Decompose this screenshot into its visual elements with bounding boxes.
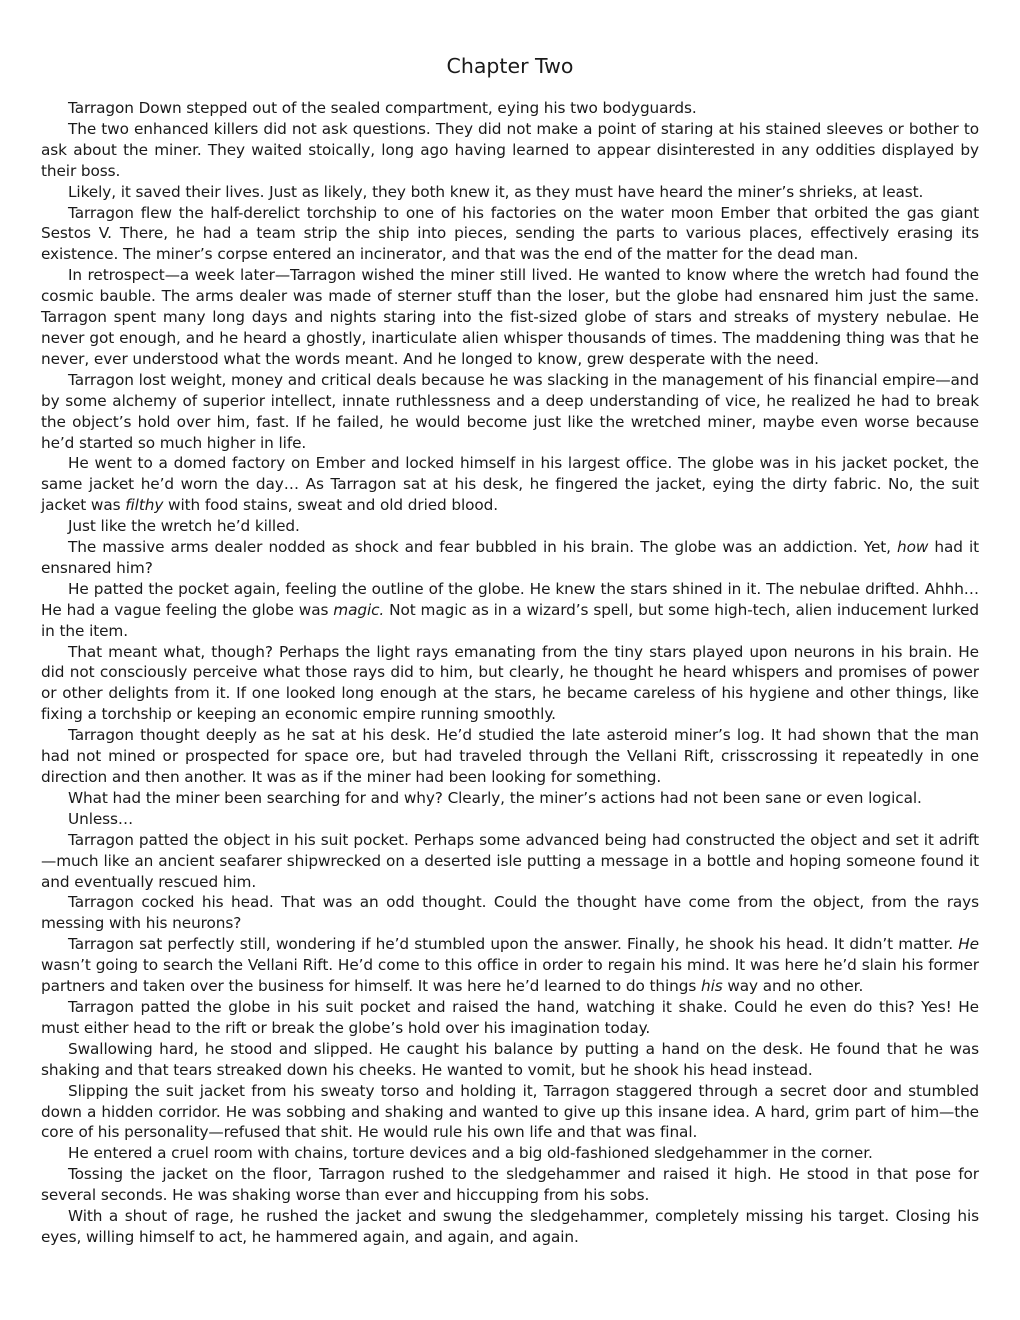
paragraph: [41, 1143, 979, 1164]
text-run: Tarragon flew the half-derelict torchship to one of his factories on the water moon Ember that orbited the gas giant Sestos V. There, he had a team strip the ship into pieces, sending the parts to various places, effectively erasing its existence. The miner’s corpse entered an incinerator, and that was the end of the matter for the dead man.: [41, 203, 979, 264]
paragraph: [41, 1164, 979, 1206]
paragraph: [41, 119, 979, 182]
text-run: Tarragon lost weight, money and critical deals because he was slacking in the management of his financial empire—and by some alchemy of superior intellect, innate ruthlessness and a deep understanding of vice, he realized he had to break the object’s hold over him, fast. If he failed, he would become just like the wretched miner, maybe even worse because he’d started so much higher in life.: [41, 370, 979, 452]
italic-text: He: [958, 935, 979, 954]
paragraph: [41, 98, 979, 119]
paragraph: [41, 892, 979, 934]
text-run: Slipping the suit jacket from his sweaty torso and holding it, Tarragon staggered through a secret door and stumbled down a hidden corridor. He was sobbing and shaking and wanted to give up this insane idea. A hard, grim part of him—the core of his personality—refused that shit. He would rule his own life and that was final.: [41, 1081, 979, 1142]
paragraph: [41, 182, 979, 203]
text-run: Unless…: [68, 809, 134, 828]
paragraph: [41, 453, 979, 516]
paragraph: [41, 265, 979, 370]
text-run: In retrospect—a week later—Tarragon wished the miner still lived. He wanted to know where the wretch had found the cosmic bauble. The arms dealer was made of sterner stuff than the loser, but the globe had ensnared him just the same. Tarragon spent many long days and nights staring into the fist-sized globe of stars and streaks of mystery nebulae. He never got enough, and he heard a ghostly, inarticulate alien whisper thousands of times. The maddening thing was that he never, ever understood what the words meant. And he longed to know, grew desperate with the need.: [41, 266, 979, 368]
paragraph: [41, 1081, 979, 1144]
paragraph: [41, 788, 979, 809]
text-run: wasn’t going to search the Vellani Rift. He’d come to this office in order to regain his mind. It was here he’d slain his former partners and taken over the business for himself. It was here he’d learned to do things: [41, 956, 979, 996]
text-run: He patted the pocket again, feeling the outline of the globe. He knew the stars shined in it. The nebulae drifted. Ahhh… He had a vague feeling the globe was: [41, 579, 979, 619]
text-run: Tossing the jacket on the floor, Tarragon rushed to the sledgehammer and raised it high. He stood in that pose for several seconds. He was shaking worse than ever and hiccupping from his sobs.: [41, 1165, 979, 1205]
paragraph: [41, 642, 979, 726]
paragraph: [41, 579, 979, 642]
text-run: He entered a cruel room with chains, torture devices and a big old-fashioned sledgehammer in the corner.: [68, 1144, 873, 1163]
text-run: What had the miner been searching for and why? Clearly, the miner’s actions had not been sane or even logical.: [68, 788, 922, 807]
paragraph: [41, 203, 979, 266]
paragraph: [41, 809, 979, 830]
text-run: Tarragon cocked his head. That was an odd thought. Could the thought have come from the object, from the rays messing with his neurons?: [41, 893, 979, 933]
paragraph: [41, 516, 979, 537]
paragraph: [41, 830, 979, 893]
text-run: The two enhanced killers did not ask questions. They did not make a point of staring at his stained sleeves or bother to ask about the miner. They waited stoically, long ago having learned to appear disinterested in any oddities displayed by their boss.: [41, 119, 979, 180]
text-run: with food stains, sweat and old dried blood.: [163, 496, 499, 515]
italic-text: magic.: [333, 600, 385, 619]
italic-text: how: [897, 538, 929, 557]
text-run: had it ensnared him?: [41, 538, 979, 577]
italic-text: his: [700, 977, 723, 996]
italic-text: filthy: [125, 496, 164, 515]
text-run: Swallowing hard, he stood and slipped. He caught his balance by putting a hand on the desk. He found that he was shaking and that tears streaked down his cheeks. He wanted to vomit, but he shook his head instead.: [41, 1039, 979, 1079]
chapter-body: [41, 98, 979, 1248]
text-run: The massive arms dealer nodded as shock and fear bubbled in his brain. The globe was an addiction. Yet,: [68, 538, 898, 557]
text-run: Tarragon thought deeply as he sat at his desk. He’d studied the late asteroid miner’s log. It had shown that the man had not mined or prospected for space ore, but had traveled through the Vellani Rift, crisscrossing it repeatedly in one direction and then another. It was as if the miner had been looking for something.: [41, 726, 979, 786]
text-run: That meant what, though? Perhaps the light rays emanating from the tiny stars played upon neurons in his brain. He did not consciously perceive what those rays did to him, but clearly, he thought he heard whispers and promises of power or other delights from it. If one looked long enough at the stars, he became careless of his hygiene and other things, like fixing a torchship or keeping an economic empire running smoothly.: [41, 642, 979, 724]
book-page: [41, 52, 979, 1248]
text-run: He went to a domed factory on Ember and locked himself in his largest office. The globe was in his jacket pocket, the same jacket he’d worn the day… As Tarragon sat at his desk, he fingered the jacket, eying the dirty fabric. No, the suit jacket was: [41, 454, 979, 515]
paragraph: [41, 1206, 979, 1248]
paragraph: [41, 997, 979, 1039]
paragraph: [41, 370, 979, 454]
paragraph: [41, 537, 979, 579]
text-run: way and no other.: [722, 977, 864, 996]
text-run: Tarragon patted the object in his suit pocket. Perhaps some advanced being had constructed the object and set it adrift—much like an ancient seafarer shipwrecked on a deserted isle putting a message in a bottle and hoping someone found it and eventually rescued him.: [41, 830, 979, 891]
text-run: Likely, it saved their lives. Just as likely, they both knew it, as they must have heard the miner’s shrieks, at least.: [68, 182, 924, 201]
paragraph: [41, 934, 979, 997]
chapter-title: Chapter Two: [446, 54, 574, 78]
text-run: Tarragon sat perfectly still, wondering if he’d stumbled upon the answer. Finally, he shook his head. It didn’t matter.: [68, 935, 959, 954]
paragraph: [41, 725, 979, 788]
text-run: Not magic as in a wizard’s spell, but some high-tech, alien inducement lurked in the item.: [41, 600, 980, 640]
text-run: With a shout of rage, he rushed the jacket and swung the sledgehammer, completely missing his target. Closing his eyes, willing himself to act, he hammered again, and again, and again.: [41, 1207, 979, 1246]
text-run: Tarragon patted the globe in his suit pocket and raised the hand, watching it shake. Could he even do this? Yes! He must either head to the rift or break the globe’s hold over his imagination today.: [41, 997, 979, 1037]
paragraph: [41, 1039, 979, 1081]
text-run: Just like the wretch he’d killed.: [68, 517, 300, 536]
text-run: Tarragon Down stepped out of the sealed compartment, eying his two bodyguards.: [68, 99, 697, 117]
